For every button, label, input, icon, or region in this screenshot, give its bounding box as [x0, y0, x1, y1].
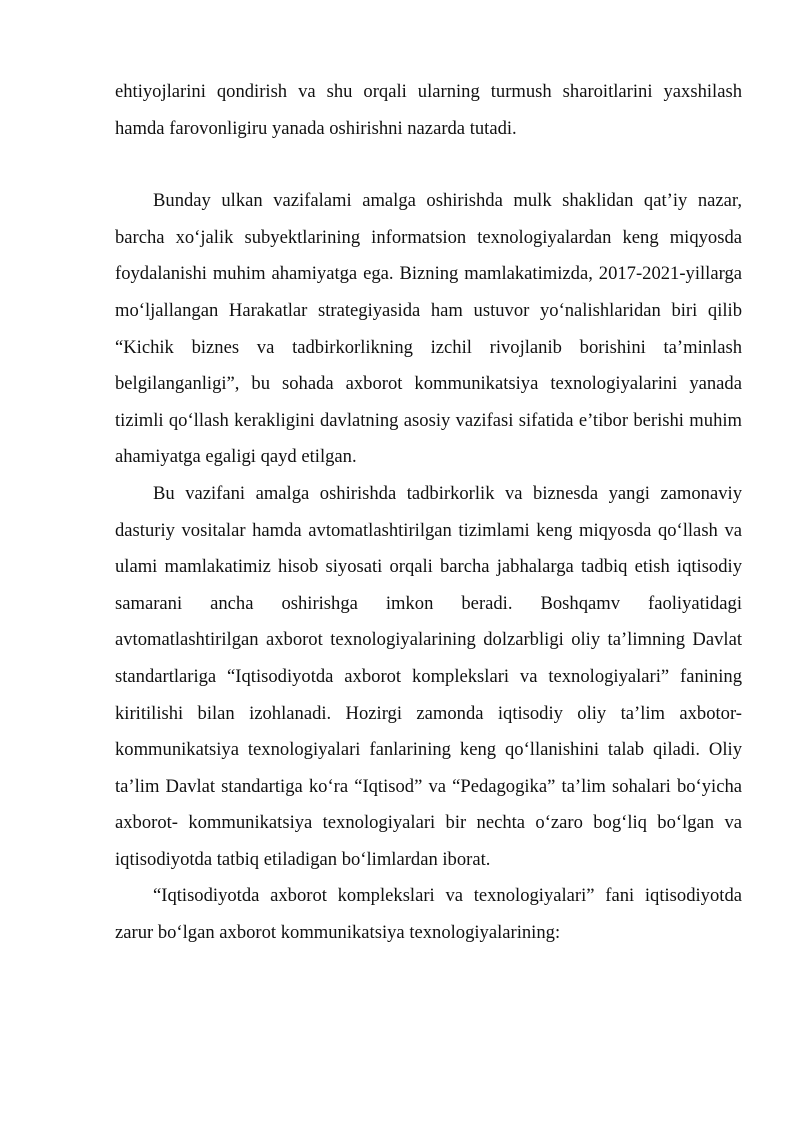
document-page [115, 74, 742, 952]
paragraph-gap [115, 147, 742, 183]
paragraph-task: Bu vazifani amalga oshirishda tadbirkorlik va biznesda yangi zamonaviy dasturiy vositalar hamda avtomatlashtirilgan tizimlami keng miqyosda qo‘llash va ulami mamlakatimiz hisob siyosati orqali barcha jabhalarga tadbiq etish iqtisodiy samarani ancha oshirishga imkon beradi. Boshqamv faoliyatidagi avtomatlashtirilgan axborot texnologiyalarining dolzarbligi oliy ta’limning Davlat standartlariga “Iqtisodiyotda axborot komplekslari va texnologiyalari” fanining kiritilishi bilan izohlanadi. Hozirgi zamonda iqtisodiy oliy ta’lim axbotor- kommunikatsiya texnologiyalari fanlarining keng qo‘llanishini talab qiladi. Oliy ta’lim Davlat standartiga ko‘ra “Iqtisod” va “Pedagogika” ta’lim sohalari bo‘yicha axborot- kommunikatsiya texnologiyalari bir nechta o‘zaro bog‘liq bo‘lgan va iqtisodiyotda tatbiq etiladigan bo‘limlardan iborat. [115, 482, 742, 870]
paragraph-course: “Iqtisodiyotda axborot komplekslari va texnologiyalari” fani iqtisodiyotda zarur bo‘lgan axborot kommunikatsiya texnologiyalarining: [115, 885, 742, 944]
paragraph-strategy: Bunday ulkan vazifalami amalga oshirishda mulk shaklidan qat’iy nazar, barcha xo‘jalik subyektlarining informatsion texnologiyalardan keng miqyosda foydalanishi muhim ahamiyatga ega. Bizning mamlakatimizda, 2017-2021-yillarga mo‘ljallangan Harakatlar strategiyasida ham ustuvor yo‘nalishlaridan biri qilib “Kichik biznes va tadbirkorlikning izchil rivojlanib borishini ta’minlash belgilanganligi”, bu sohada axborot kommunikatsiya texnologiyalarini yanada tizimli qo‘llash kerakligini davlatning asosiy vazifasi sifatida e’tibor berishi muhim ahamiyatga egaligi qayd etilgan. [115, 190, 742, 468]
paragraph-continuation: ehtiyojlarini qondirish va shu orqali ularning turmush sharoitlarini yaxshilash hamda farovonligiru yanada oshirishni nazarda tutadi. [115, 81, 742, 139]
